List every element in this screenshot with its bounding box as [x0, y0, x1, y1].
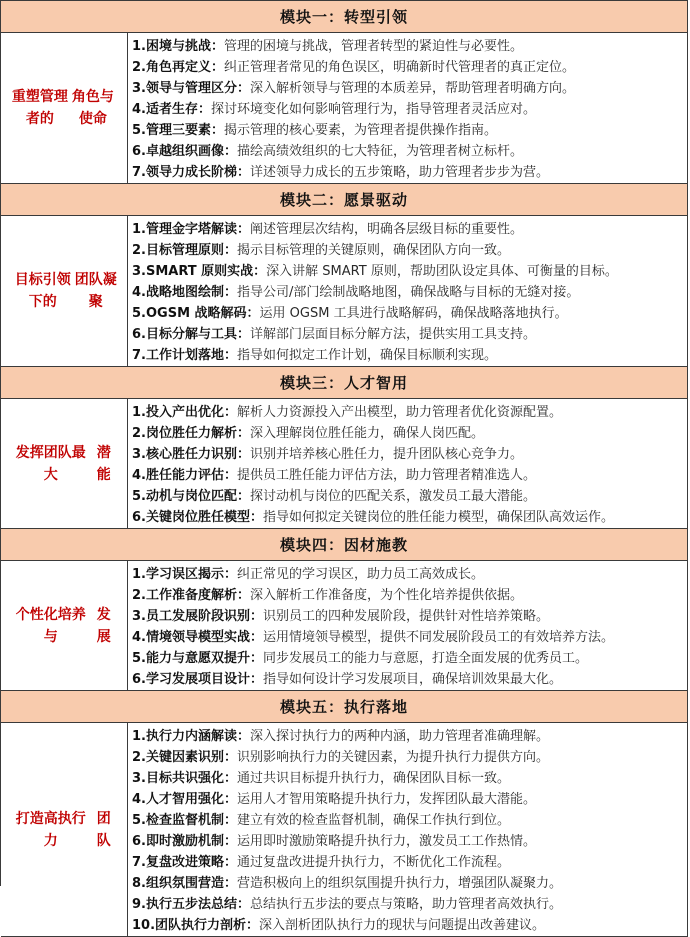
item-description: 通过共识目标提升执行力，确保团队目标一致。	[237, 771, 511, 786]
item-keyword: 领导力成长阶梯：	[145, 165, 250, 180]
list-item	[128, 120, 687, 141]
list-item	[128, 486, 687, 507]
module-header: 模块五：执行落地	[1, 691, 688, 723]
module-section	[1, 1, 688, 184]
item-description: 指导如何设计学习发展项目，确保培训效果最大化。	[263, 672, 563, 687]
item-description: 深入剖析团队执行力的现状与问题提出改善建议。	[259, 918, 546, 933]
item-keyword: 学习发展项目设计：	[145, 672, 263, 687]
item-number: 5.	[132, 651, 146, 666]
item-description: 运用即时激励策略提升执行力，激发员工工作热情。	[237, 834, 537, 849]
list-item	[128, 219, 687, 240]
module-header: 模块三：人才智用	[1, 367, 688, 399]
module-section	[1, 691, 688, 937]
item-number: 9.	[132, 897, 146, 912]
list-item	[128, 915, 687, 936]
item-number: 6.	[132, 144, 146, 159]
list-item	[128, 261, 687, 282]
list-item	[128, 57, 687, 78]
module-theme: 重塑管理者的 角色与使命	[1, 33, 128, 183]
item-keyword: OGSM 战略解码：	[145, 306, 260, 321]
item-description: 同步发展员工的能力与意愿，打造全面发展的优秀员工。	[263, 651, 589, 666]
item-number: 2.	[132, 60, 146, 75]
module-body	[1, 561, 688, 691]
item-description: 建立有效的检查监督机制，确保工作执行到位。	[237, 813, 511, 828]
list-item	[128, 852, 687, 873]
item-keyword: 投入产出优化：	[145, 405, 237, 420]
item-description: 阐述管理层次结构，明确各层级目标的重要性。	[250, 222, 524, 237]
item-keyword: SMART 原则实战：	[145, 264, 267, 279]
module-theme: 发挥团队最大 潜能	[1, 399, 128, 528]
module-section	[1, 184, 688, 367]
item-description: 识别员工的四种发展阶段，提供针对性培养策略。	[263, 609, 550, 624]
item-number: 1.	[132, 405, 146, 420]
module-header: 模块四：因材施教	[1, 529, 688, 561]
item-number: 5.	[132, 813, 146, 828]
item-description: 详解部门层面目标分解方法，提供实用工具支持。	[250, 327, 537, 342]
item-description: 探讨动机与岗位的匹配关系，激发员工最大潜能。	[250, 489, 537, 504]
list-item	[128, 141, 687, 162]
list-item	[128, 78, 687, 99]
item-description: 纠正常见的学习误区，助力员工高效成长。	[237, 567, 485, 582]
item-keyword: 关键岗位胜任模型：	[145, 510, 263, 525]
item-description: 通过复盘改进提升执行力，不断优化工作流程。	[237, 855, 511, 870]
item-number: 1.	[132, 39, 146, 54]
item-keyword: 团队执行力剖析：	[155, 918, 260, 933]
list-item	[128, 303, 687, 324]
list-item	[128, 240, 687, 261]
item-keyword: 组织氛围营造：	[145, 876, 237, 891]
list-item	[128, 648, 687, 669]
item-description: 指导如何拟定关键岗位的胜任能力模型，确保团队高效运作。	[263, 510, 615, 525]
item-keyword: 人才智用强化：	[145, 792, 237, 807]
item-description: 解析人力资源投入产出模型，助力管理者优化资源配置。	[237, 405, 563, 420]
item-keyword: 目标分解与工具：	[145, 327, 250, 342]
item-description: 提供员工胜任能力评估方法，助力管理者精准选人。	[237, 468, 537, 483]
item-keyword: 适者生存：	[145, 102, 211, 117]
item-number: 5.	[132, 123, 146, 138]
item-keyword: 胜任能力评估：	[145, 468, 237, 483]
item-keyword: 管理三要素：	[145, 123, 224, 138]
item-description: 揭示管理的核心要素，为管理者提供操作指南。	[224, 123, 498, 138]
list-item	[128, 507, 687, 528]
list-item	[128, 768, 687, 789]
item-keyword: 核心胜任力识别：	[145, 447, 250, 462]
list-item	[128, 585, 687, 606]
item-number: 2.	[132, 750, 146, 765]
item-description: 营造积极向上的组织氛围提升执行力，增强团队凝聚力。	[237, 876, 563, 891]
item-description: 识别影响执行力的关键因素，为提升执行力提供方向。	[237, 750, 550, 765]
list-item	[128, 789, 687, 810]
module-header: 模块一：转型引领	[1, 1, 688, 33]
item-keyword: 困境与挑战：	[145, 39, 224, 54]
list-item	[128, 345, 687, 366]
item-description: 纠正管理者常见的角色误区，明确新时代管理者的真正定位。	[224, 60, 576, 75]
item-description: 深入讲解 SMART 原则，帮助团队设定具体、可衡量的目标。	[266, 264, 618, 279]
item-keyword: 执行力内涵解读：	[145, 729, 250, 744]
item-number: 4.	[132, 468, 146, 483]
list-item	[128, 444, 687, 465]
module-item-list	[128, 561, 688, 690]
item-number: 6.	[132, 327, 146, 342]
item-keyword: 领导与管理区分：	[145, 81, 250, 96]
item-description: 深入探讨执行力的两种内涵，助力管理者准确理解。	[250, 729, 550, 744]
item-number: 7.	[132, 165, 146, 180]
list-item	[128, 465, 687, 486]
module-body	[1, 399, 688, 529]
item-number: 7.	[132, 855, 146, 870]
item-keyword: 动机与岗位匹配：	[145, 489, 250, 504]
item-keyword: 即时激励机制：	[145, 834, 237, 849]
item-number: 2.	[132, 426, 146, 441]
module-theme: 打造高执行力 团队	[1, 723, 128, 936]
item-description: 运用人才智用策略提升执行力，发挥团队最大潜能。	[237, 792, 537, 807]
item-keyword: 卓越组织画像：	[145, 144, 237, 159]
list-item	[128, 873, 687, 894]
item-keyword: 检查监督机制：	[145, 813, 237, 828]
item-number: 4.	[132, 792, 146, 807]
item-description: 详述领导力成长的五步策略，助力管理者步步为营。	[250, 165, 550, 180]
list-item	[128, 324, 687, 345]
item-number: 1.	[132, 567, 146, 582]
module-section	[1, 367, 688, 529]
item-number: 5.	[132, 489, 146, 504]
item-number: 3.	[132, 447, 146, 462]
item-keyword: 工作计划落地：	[145, 348, 237, 363]
item-keyword: 目标管理原则：	[145, 243, 237, 258]
item-keyword: 学习误区揭示：	[145, 567, 237, 582]
item-keyword: 员工发展阶段识别：	[145, 609, 263, 624]
item-number: 6.	[132, 510, 146, 525]
item-number: 8.	[132, 876, 146, 891]
item-keyword: 管理金字塔解读：	[145, 222, 250, 237]
item-number: 5.	[132, 306, 146, 321]
item-number: 4.	[132, 285, 146, 300]
module-body	[1, 216, 688, 367]
item-description: 探讨环境变化如何影响管理行为，指导管理者灵活应对。	[211, 102, 537, 117]
item-number: 2.	[132, 588, 146, 603]
list-item	[128, 36, 687, 57]
module-theme: 目标引领下的 团队凝聚	[1, 216, 128, 366]
item-keyword: 能力与意愿双提升：	[145, 651, 263, 666]
module-section	[1, 529, 688, 691]
list-item	[128, 831, 687, 852]
item-keyword: 角色再定义：	[145, 60, 224, 75]
item-keyword: 情境领导模型实战：	[145, 630, 263, 645]
item-description: 深入解析工作准备度，为个性化培养提供依据。	[250, 588, 524, 603]
item-description: 总结执行五步法的要点与策略，助力管理者高效执行。	[250, 897, 563, 912]
item-keyword: 工作准备度解析：	[145, 588, 250, 603]
module-body	[1, 723, 688, 937]
list-item	[128, 726, 687, 747]
item-keyword: 岗位胜任力解析：	[145, 426, 250, 441]
item-number: 3.	[132, 771, 146, 786]
item-keyword: 复盘改进策略：	[145, 855, 237, 870]
list-item	[128, 606, 687, 627]
item-number: 6.	[132, 834, 146, 849]
item-number: 4.	[132, 630, 146, 645]
item-keyword: 战略地图绘制：	[145, 285, 237, 300]
module-item-list	[128, 33, 688, 183]
item-number: 1.	[132, 222, 146, 237]
item-keyword: 目标共识强化：	[145, 771, 237, 786]
list-item	[128, 894, 687, 915]
module-header: 模块二：愿景驱动	[1, 184, 688, 216]
item-number: 10.	[132, 918, 156, 933]
item-number: 1.	[132, 729, 146, 744]
list-item	[128, 162, 687, 183]
item-number: 6.	[132, 672, 146, 687]
item-description: 描绘高绩效组织的七大特征，为管理者树立标杆。	[237, 144, 524, 159]
item-description: 深入解析领导与管理的本质差异，帮助管理者明确方向。	[250, 81, 576, 96]
list-item	[128, 747, 687, 768]
module-theme: 个性化培养与 发展	[1, 561, 128, 690]
item-number: 3.	[132, 264, 146, 279]
item-number: 3.	[132, 609, 146, 624]
item-number: 2.	[132, 243, 146, 258]
item-description: 识别并培养核心胜任力，提升团队核心竞争力。	[250, 447, 524, 462]
item-description: 指导公司/部门绘制战略地图，确保战略与目标的无缝对接。	[237, 285, 580, 300]
item-description: 指导如何拟定工作计划，确保目标顺利实现。	[237, 348, 498, 363]
module-item-list	[128, 216, 688, 366]
item-number: 7.	[132, 348, 146, 363]
list-item	[128, 402, 687, 423]
item-description: 揭示目标管理的关键原则，确保团队方向一致。	[237, 243, 511, 258]
list-item	[128, 423, 687, 444]
list-item	[128, 564, 687, 585]
list-item	[128, 282, 687, 303]
list-item	[128, 669, 687, 690]
list-item	[128, 627, 687, 648]
module-item-list	[128, 399, 688, 528]
module-body	[1, 33, 688, 184]
item-keyword: 关键因素识别：	[145, 750, 237, 765]
item-keyword: 执行五步法总结：	[145, 897, 250, 912]
item-number: 3.	[132, 81, 146, 96]
item-description: 管理的困境与挑战，管理者转型的紧迫性与必要性。	[224, 39, 524, 54]
list-item	[128, 99, 687, 120]
item-description: 运用 OGSM 工具进行战略解码，确保战略落地执行。	[259, 306, 568, 321]
list-item	[128, 810, 687, 831]
item-description: 运用情境领导模型，提供不同发展阶段员工的有效培养方法。	[263, 630, 615, 645]
module-item-list	[128, 723, 688, 936]
item-description: 深入理解岗位胜任能力，确保人岗匹配。	[250, 426, 485, 441]
item-number: 4.	[132, 102, 146, 117]
